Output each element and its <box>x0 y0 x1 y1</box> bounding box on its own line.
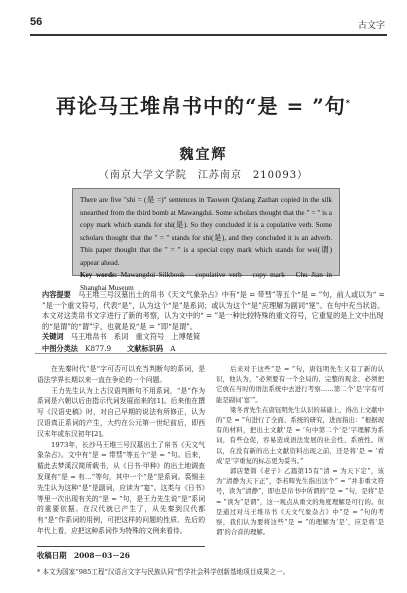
abstract-label: 内容提要 <box>42 290 71 299</box>
page-number: 56 <box>30 16 43 28</box>
body-paragraph: 在先秦时代“是”字可否可以充当判断句的系词，是语法学界长期以来一直在争论的一个问题。 <box>37 365 205 384</box>
footnote-rule <box>37 546 205 547</box>
received-value: 2008－03－26 <box>73 551 130 560</box>
article-title <box>0 90 407 119</box>
code-label: 文献标识码 <box>127 343 164 353</box>
received-date <box>37 550 130 561</box>
chinese-abstract-block <box>42 290 387 354</box>
chinese-keywords <box>42 332 387 343</box>
author-affiliation: （南京大学文学院 江苏南京 210093） <box>98 170 309 181</box>
class-value: K877.9 <box>85 343 112 353</box>
class-label: 中图分类法 <box>42 343 78 353</box>
body-paragraph: 后来对于这些“是 = ”句，唐钰明先生又有了新的认识，他认为，“必须要有一个全局的、完整的观念，必须把它放在当时的语法系统中去进行考察……第二个‘是’字有可能是副词‘寔’”。 <box>216 365 384 404</box>
body-paragraph: 王力先生认为上古汉语判断句不用系词，“是”作为系词是六朝以后由指示代词发展而来的[1]。后来他在撰写《汉语史稿》时，对自己早期的说法有所修正，认为汉语真正系词的产生，大约在公元第一世纪前后，即西汉末年或东汉初年[2]。 <box>37 386 205 438</box>
body-column-right <box>216 364 384 537</box>
title-footnote-mark: * <box>345 97 351 108</box>
chinese-abstract <box>42 290 387 332</box>
section-divider <box>35 353 387 354</box>
abstract-text: 马王堆三号汉墓出土的帛书《天文气象杂占》中有“是 = 带彗”等五个“是 = ”句，前人或以为“ = ”是一个重文符号，代表“是”，认为这个“是”是系词；或认为这个“是”应理解为副词“寔”。在句中充当状语。本文对这类帛书文字进行了新的考察，认为文中的“ = ”是一种比较特殊的重文符号，它重复的是上文中出现的“是谓”的“谓”字，也就是说“是 = ”即“是谓”。 <box>42 290 385 331</box>
body-paragraph: 郭店楚简《老子》乙篇第15有“清 = 为天下定”，该为“清静为天下正”，李若晖先生指出这个“ = ”并非重文符号，读为“清静”，即也是帛书中所谓的“是 = ”句，是将“是 = ”读为“是谓”，这一观点从重文的角度理解是可行的。但是通过对马王堆帛书《天文气象杂占》中“是 = ”句的考察，我们认为要将这些“是 = ”的理解为‘是’，应是将‘是谓’的合音的理解。 <box>216 467 384 537</box>
author-name: 魏宜辉 <box>179 147 228 163</box>
body-paragraph: 梁冬青先生在唐钰明先生认识的基础上，得出上文献中的“是 = ”句进行了全面、系统的研究，进而指出：“根据现有的材料，把出土文献‘是 = ’句中第二个‘是’字理解为系词，有些仓促，容易造成语法发展的社会性、系统性。所以，在没有新的出土文献资料出现之前，还是将‘是 = ’看成‘是’字重复的标志更为妥当。” <box>216 405 384 465</box>
keywords-text: 马王堆帛书 系词 重文符号 上博楚简 <box>70 332 201 341</box>
received-label: 收稿日期 <box>37 551 67 560</box>
english-keywords-label: Key words: <box>80 271 118 279</box>
keywords-label: 关键词 <box>42 332 64 341</box>
funding-footnote: * 本文为国家“985工程”汉语言文字与民族认同”哲学社会科学创新基地项目成果之一。 <box>37 568 290 576</box>
header-rule <box>30 34 387 36</box>
code-value: A <box>170 343 176 353</box>
body-paragraph: 1973年，长沙马王堆三号汉墓出土了帛书《天文气象杂占》。文中有“是 = 带彗”等五个“是 = ”句。后来，循此去梦溪汉简所载书，从《日书·甲种》的出土地调查发现有“是 = 有…”等句，其中一个“是”是系词。裘锡圭先生认为这种“是”是副词，应读为“寔”。这类与《日书》等里一次出现有关的“是 = ”句，是王力先生说“是”系词的重要依据。在汉代就已产生了，从先秦到汉代都有“是”作系词的用例，可把这样的问题的性质、先后的年代上看，应把这种系词作为特殊的文例来看待。 <box>37 440 205 535</box>
english-abstract-box <box>72 188 340 292</box>
title-text: 再论马王堆帛书中的“是 = ”句 <box>56 94 346 118</box>
english-keywords-text: Mawangdui Silkbook copulative verb copy mark Chu Jian in Shanghai Museum <box>80 271 332 292</box>
english-abstract: There are five "shi = (是 =)" sentences in Taowen Qixiang Zazhan copied in the silk unearthed from the third bomb at Mawangdui. Some scholars thought that the " = " is a copy mark which stands for shi(是). So they concluded it is a copulative verb. Some scholars thought that the " = " stands for shi(是), and they concluded it is an adverb. This paper thought that the " = " is a special copy mark which stands for wei(谓) appear ahead. <box>80 196 332 267</box>
body-column-left <box>37 364 205 537</box>
journal-name: 古文字 <box>357 21 385 31</box>
